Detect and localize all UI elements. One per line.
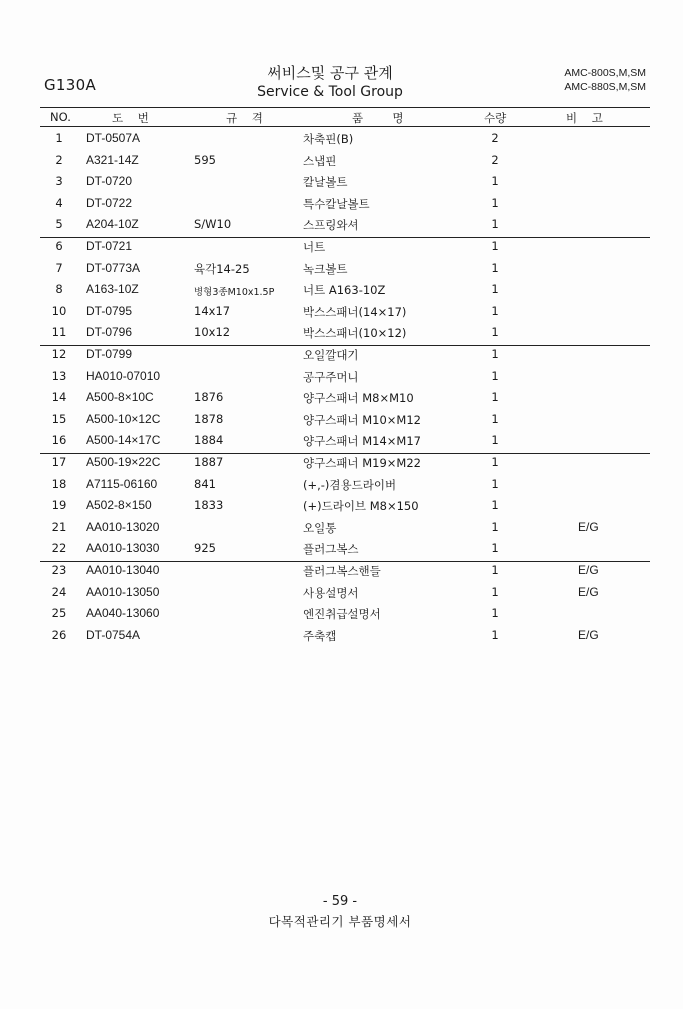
table-row [0,214,683,235]
row-number: 4 [55,195,63,210]
part-note: E/G [578,563,599,577]
row-number: 16 [51,433,67,448]
part-name: 양구스패너 M10×M12 [303,412,421,427]
part-number: AA010-13020 [86,519,160,534]
table-row [0,301,683,322]
part-name: 오일통 [303,520,337,535]
part-number: AA010-13030 [86,541,160,556]
part-name: 차축핀(B) [303,132,354,146]
part-name: 플러그복스핸들 [303,564,381,578]
part-spec: 육각14-25 [194,261,250,276]
part-number: DT-0721 [86,239,133,253]
part-name: 주축캡 [303,628,337,643]
part-name: (+)드라이브 M8×150 [303,499,419,514]
row-number: 25 [51,606,67,621]
row-number: 19 [51,498,67,513]
part-name: 박스스패너(14×17) [303,304,407,319]
model-code: G130A [44,76,97,94]
table-row [0,430,683,451]
table-row [0,474,683,495]
table-row [0,582,683,603]
part-qty: 1 [491,282,499,297]
part-name: 박스스패너(10×12) [303,326,407,341]
part-spec: 1833 [194,498,224,513]
column-qty: 수량 [484,111,507,125]
part-qty: 1 [491,498,499,513]
part-spec: 1878 [194,411,224,426]
part-spec: 1887 [194,455,224,469]
part-number: A500-14×17C [86,433,161,448]
model-line: AMC-800S,M,SM [564,67,646,79]
part-spec: 841 [194,476,216,491]
row-number: 23 [51,563,67,577]
part-number: A163-10Z [86,282,139,297]
part-qty: 1 [491,455,499,469]
table-row [0,344,683,365]
part-name: 너트 [303,240,326,254]
table-row [0,150,683,171]
part-name: 사용설명서 [303,585,359,600]
page-number: - 59 - [322,894,358,909]
title-english: Service & Tool Group [257,84,403,100]
part-qty: 1 [491,260,499,275]
row-number: 2 [55,152,63,167]
table-row [0,452,683,473]
part-spec: 14x17 [194,303,231,318]
part-name: 공구주머니 [303,369,359,384]
row-number: 11 [51,325,67,340]
part-number: AA010-13050 [86,584,160,599]
header-bottom-rule [40,126,650,127]
table-row [0,560,683,581]
part-qty: 1 [491,411,499,426]
part-number: A204-10Z [86,217,139,232]
header-top-rule [40,107,650,108]
part-qty: 1 [491,195,499,210]
row-number: 1 [55,131,63,145]
part-number: A321-14Z [86,152,139,167]
table-row [0,258,683,279]
part-qty: 1 [491,541,499,556]
column-no: NO. [50,110,71,124]
part-number: DT-0799 [86,347,133,361]
part-number: A502-8×150 [86,498,152,513]
part-note: E/G [578,584,599,599]
part-number: DT-0722 [86,195,133,210]
part-number: DT-0773A [86,260,141,275]
column-part-no: 도 번 [112,111,149,125]
part-qty: 1 [491,347,499,361]
part-note: E/G [578,519,599,534]
part-qty: 1 [491,239,499,253]
footer-title: 다목적관리기 부품명세서 [268,914,412,929]
part-name: 칼날볼트 [303,175,348,190]
part-qty: 2 [491,131,499,145]
table-row [0,279,683,300]
row-number: 10 [51,303,67,318]
part-name: (+,-)겸용드라이버 [303,477,397,492]
part-name: 녹크볼트 [303,261,348,276]
part-number: DT-0795 [86,303,133,318]
table-row [0,495,683,516]
part-name: 스프링와셔 [303,218,359,233]
table-row [0,517,683,538]
row-number: 15 [51,411,67,426]
part-qty: 1 [491,368,499,383]
title-korean: 써비스및 공구 관계 [267,64,393,82]
model-list [564,66,646,94]
table-row [0,193,683,214]
part-spec: 10x12 [194,325,231,340]
part-qty: 2 [491,152,499,167]
part-qty: 1 [491,476,499,491]
table-row [0,625,683,646]
part-number: DT-0720 [86,174,133,189]
part-qty: 1 [491,433,499,448]
part-name: 스냅핀 [303,153,337,168]
part-number: AA010-13040 [86,563,160,577]
table-row [0,322,683,343]
model-line: AMC-880S,M,SM [564,81,646,93]
part-number: A7115-06160 [86,476,158,491]
part-name: 양구스패너 M14×M17 [303,434,421,449]
part-number: A500-8×10C [86,390,154,405]
part-number: DT-0754A [86,627,141,642]
row-number: 13 [51,368,67,383]
part-name: 오일깔대기 [303,348,359,362]
part-number: A500-19×22C [86,455,161,469]
table-row [0,236,683,257]
part-qty: 1 [491,627,499,642]
row-number: 18 [51,476,67,491]
row-number: 8 [55,282,63,297]
part-qty: 1 [491,563,499,577]
part-qty: 1 [491,606,499,621]
part-number: DT-0507A [86,131,141,145]
part-spec: 병형3종M10x1.5P [194,287,275,299]
part-spec: 1884 [194,433,224,448]
table-row [0,128,683,149]
part-spec: 1876 [194,390,224,405]
part-spec: 925 [194,541,216,556]
row-number: 17 [51,455,67,469]
part-spec: S/W10 [194,217,232,232]
row-number: 6 [55,239,63,253]
part-spec: 595 [194,152,216,167]
table-row [0,387,683,408]
part-qty: 1 [491,390,499,405]
column-name: 품 명 [352,111,404,125]
row-number: 7 [55,260,63,275]
row-number: 24 [51,584,67,599]
part-number: HA010-07010 [86,368,161,383]
part-number: DT-0796 [86,325,133,340]
part-qty: 1 [491,303,499,318]
part-name: 너트 A163-10Z [303,283,386,298]
row-number: 26 [51,627,67,642]
table-row [0,366,683,387]
part-qty: 1 [491,174,499,189]
row-number: 5 [55,217,63,232]
part-name: 엔진취급설명서 [303,607,381,622]
part-name: 양구스패너 M8×M10 [303,391,414,406]
table-row [0,409,683,430]
row-number: 3 [55,174,63,189]
column-note: 비 고 [566,111,603,125]
part-qty: 1 [491,325,499,340]
row-number: 22 [51,541,67,556]
table-row [0,538,683,559]
part-number: AA040-13060 [86,606,160,621]
table-row [0,171,683,192]
table-row [0,603,683,624]
part-number: A500-10×12C [86,411,161,426]
part-qty: 1 [491,217,499,232]
part-name: 양구스패너 M19×M22 [303,456,421,470]
part-qty: 1 [491,584,499,599]
column-spec: 규 격 [226,111,263,125]
row-number: 21 [51,519,67,534]
part-note: E/G [578,627,599,642]
row-number: 14 [51,390,67,405]
part-name: 특수칼날볼트 [303,196,370,211]
part-name: 플러그복스 [303,542,359,557]
row-number: 12 [51,347,67,361]
part-qty: 1 [491,519,499,534]
